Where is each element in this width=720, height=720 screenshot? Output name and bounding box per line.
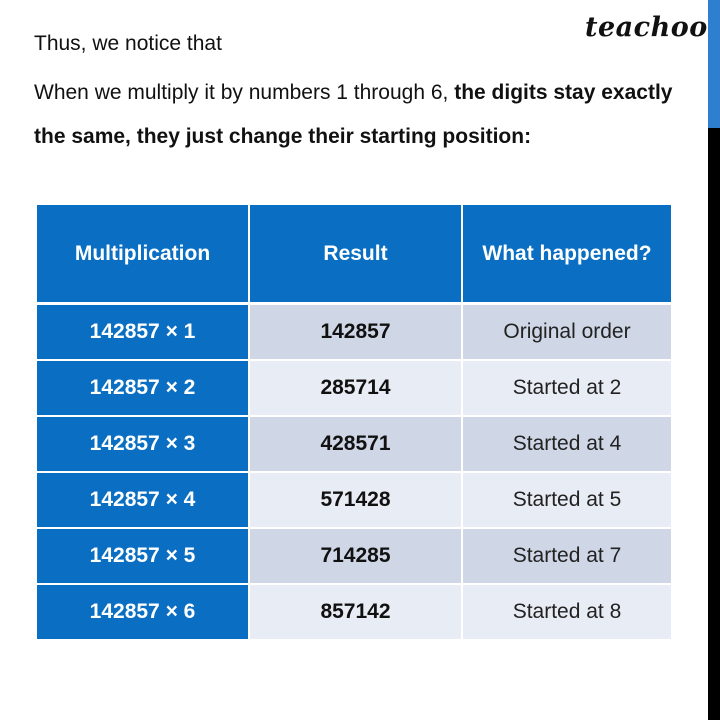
result-cell: 857142 xyxy=(249,584,462,639)
multiplication-cell: 142857 × 5 xyxy=(37,528,249,584)
result-cell: 285714 xyxy=(249,360,462,416)
multiplication-cell: 142857 × 4 xyxy=(37,472,249,528)
table-row xyxy=(37,584,671,639)
note-cell: Started at 2 xyxy=(462,360,671,416)
header-multiplication: Multiplication xyxy=(37,205,249,304)
multiplication-table xyxy=(37,205,671,639)
multiplication-cell: 142857 × 2 xyxy=(37,360,249,416)
result-cell: 428571 xyxy=(249,416,462,472)
table-row xyxy=(37,360,671,416)
explanation-line-1 xyxy=(34,81,672,105)
teachoo-logo: teachoo xyxy=(585,12,708,43)
result-cell: 714285 xyxy=(249,528,462,584)
table-row xyxy=(37,416,671,472)
header-result: Result xyxy=(249,205,462,304)
note-cell: Started at 4 xyxy=(462,416,671,472)
explanation-bold: the digits stay exactly xyxy=(454,81,673,104)
table-row xyxy=(37,528,671,584)
multiplication-cell: 142857 × 3 xyxy=(37,416,249,472)
explanation-plain: When we multiply it by numbers 1 through 6, xyxy=(34,81,455,104)
header-what-happened: What happened? xyxy=(462,205,671,304)
multiplication-cell: 142857 × 1 xyxy=(37,304,249,361)
explanation-line-2: the same, they just change their starting position: xyxy=(34,125,532,148)
table-row xyxy=(37,472,671,528)
note-cell: Started at 5 xyxy=(462,472,671,528)
note-cell: Started at 7 xyxy=(462,528,671,584)
table-row xyxy=(37,304,671,361)
edge-accent xyxy=(708,0,720,128)
result-cell: 142857 xyxy=(249,304,462,361)
right-edge-bar xyxy=(708,0,720,720)
note-cell: Started at 8 xyxy=(462,584,671,639)
result-cell: 571428 xyxy=(249,472,462,528)
multiplication-cell: 142857 × 6 xyxy=(37,584,249,639)
intro-text: Thus, we notice that xyxy=(34,32,222,55)
note-cell: Original order xyxy=(462,304,671,361)
table-header-row xyxy=(37,205,671,304)
